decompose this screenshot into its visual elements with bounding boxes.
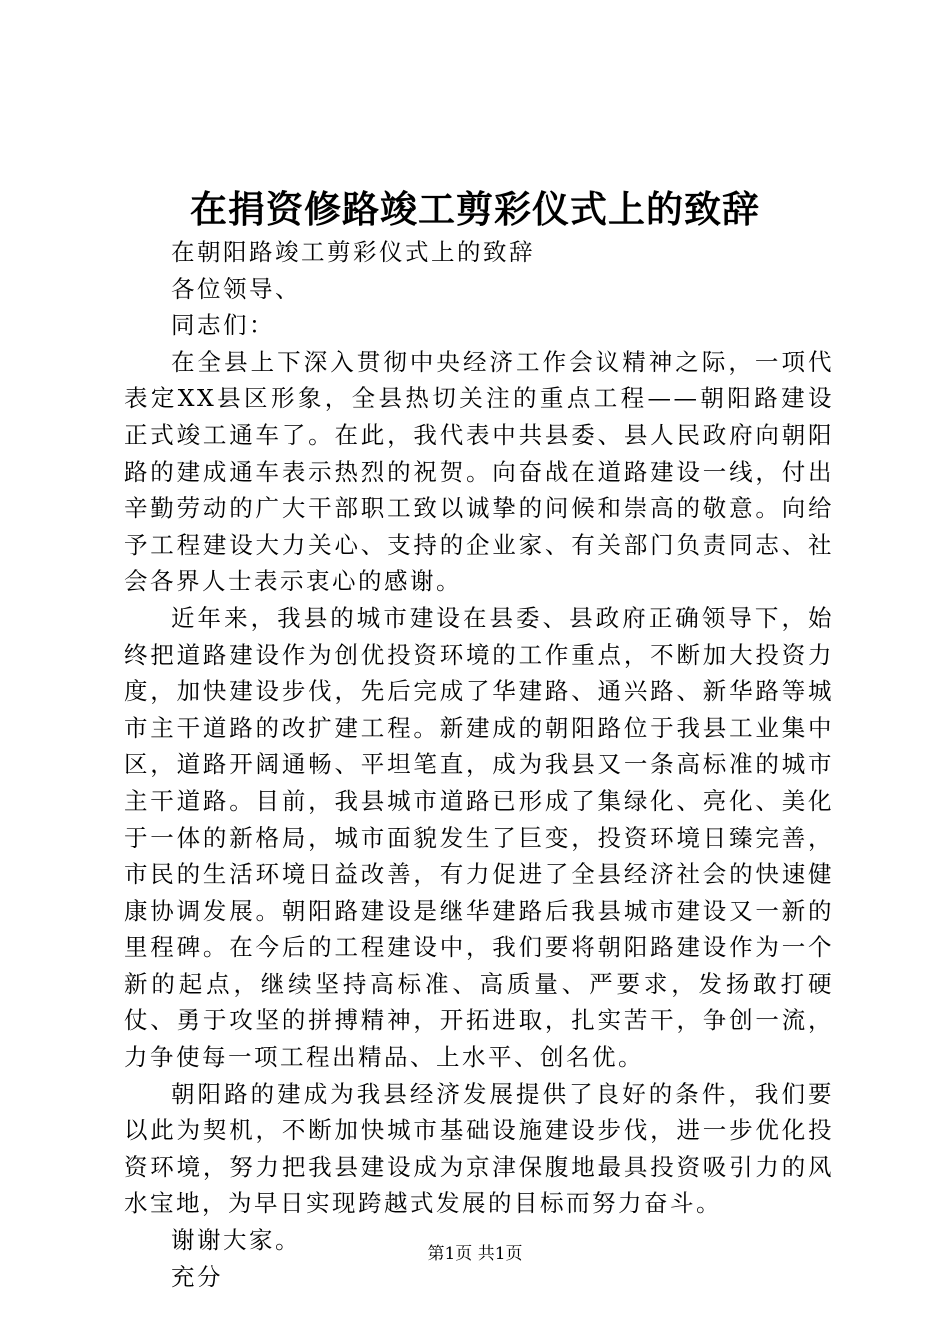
closing-thanks: 谢谢大家。 xyxy=(171,1226,301,1255)
paragraph-outlook: 朝阳路的建成为我县经济发展提供了良好的条件，我们要以此为契机，不断加快城市基础设施建设步伐，进一步优化投资环境，努力把我县建设成为京津保腹地最具投资吸引力的风水宝地，为早日实现跨越式发展的目标而努力奋斗。 xyxy=(124,1079,834,1218)
document-title: 在捐资修路竣工剪彩仪式上的致辞 xyxy=(190,187,760,231)
document-body xyxy=(124,234,834,1295)
salutation-leaders: 各位领导、 xyxy=(171,274,301,303)
paragraph-construction-progress: 近年来，我县的城市建设在县委、县政府正确领导下，始终把道路建设作为创优投资环境的工作重点，不断加大投资力度，加快建设步伐，先后完成了华建路、通兴路、新华路等城市主干道路的改扩建工程。新建成的朝阳路位于我县工业集中区，道路开阔通畅、平坦笔直，成为我县又一条高标准的城市主干道路。目前，我县城市道路已形成了集绿化、亮化、美化于一体的新格局，城市面貌发生了巨变，投资环境日臻完善，市民的生活环境日益改善，有力促进了全县经济社会的快速健康协调发展。朝阳路建设是继华建路后我县城市建设又一新的里程碑。在今后的工程建设中，我们要将朝阳路建设作为一个新的起点，继续坚持高标准、高质量、严要求，发扬敢打硬仗、勇于攻坚的拼搏精神，开拓进取，扎实苦干，争创一流，力争使每一项工程出精品、上水平、创名优。 xyxy=(124,603,834,1072)
page-number-footer: 第1页 共1页 xyxy=(427,1244,523,1264)
speech-subtitle: 在朝阳路竣工剪彩仪式上的致辞 xyxy=(171,238,535,266)
salutation-comrades: 同志们： xyxy=(171,311,275,340)
trailing-text: 充分 xyxy=(171,1262,223,1291)
paragraph-congratulations: 在全县上下深入贯彻中央经济工作会议精神之际，一项代表定XX县区形象，全县热切关注的重点工程——朝阳路建设正式竣工通车了。在此，我代表中共县委、县人民政府向朝阳路的建成通车表示热烈的祝贺。向奋战在道路建设一线，付出辛勤劳动的广大干部职工致以诚挚的问候和崇高的敬意。向给予工程建设大力关心、支持的企业家、有关部门负责同志、社会各界人士表示衷心的感谢。 xyxy=(124,347,834,596)
